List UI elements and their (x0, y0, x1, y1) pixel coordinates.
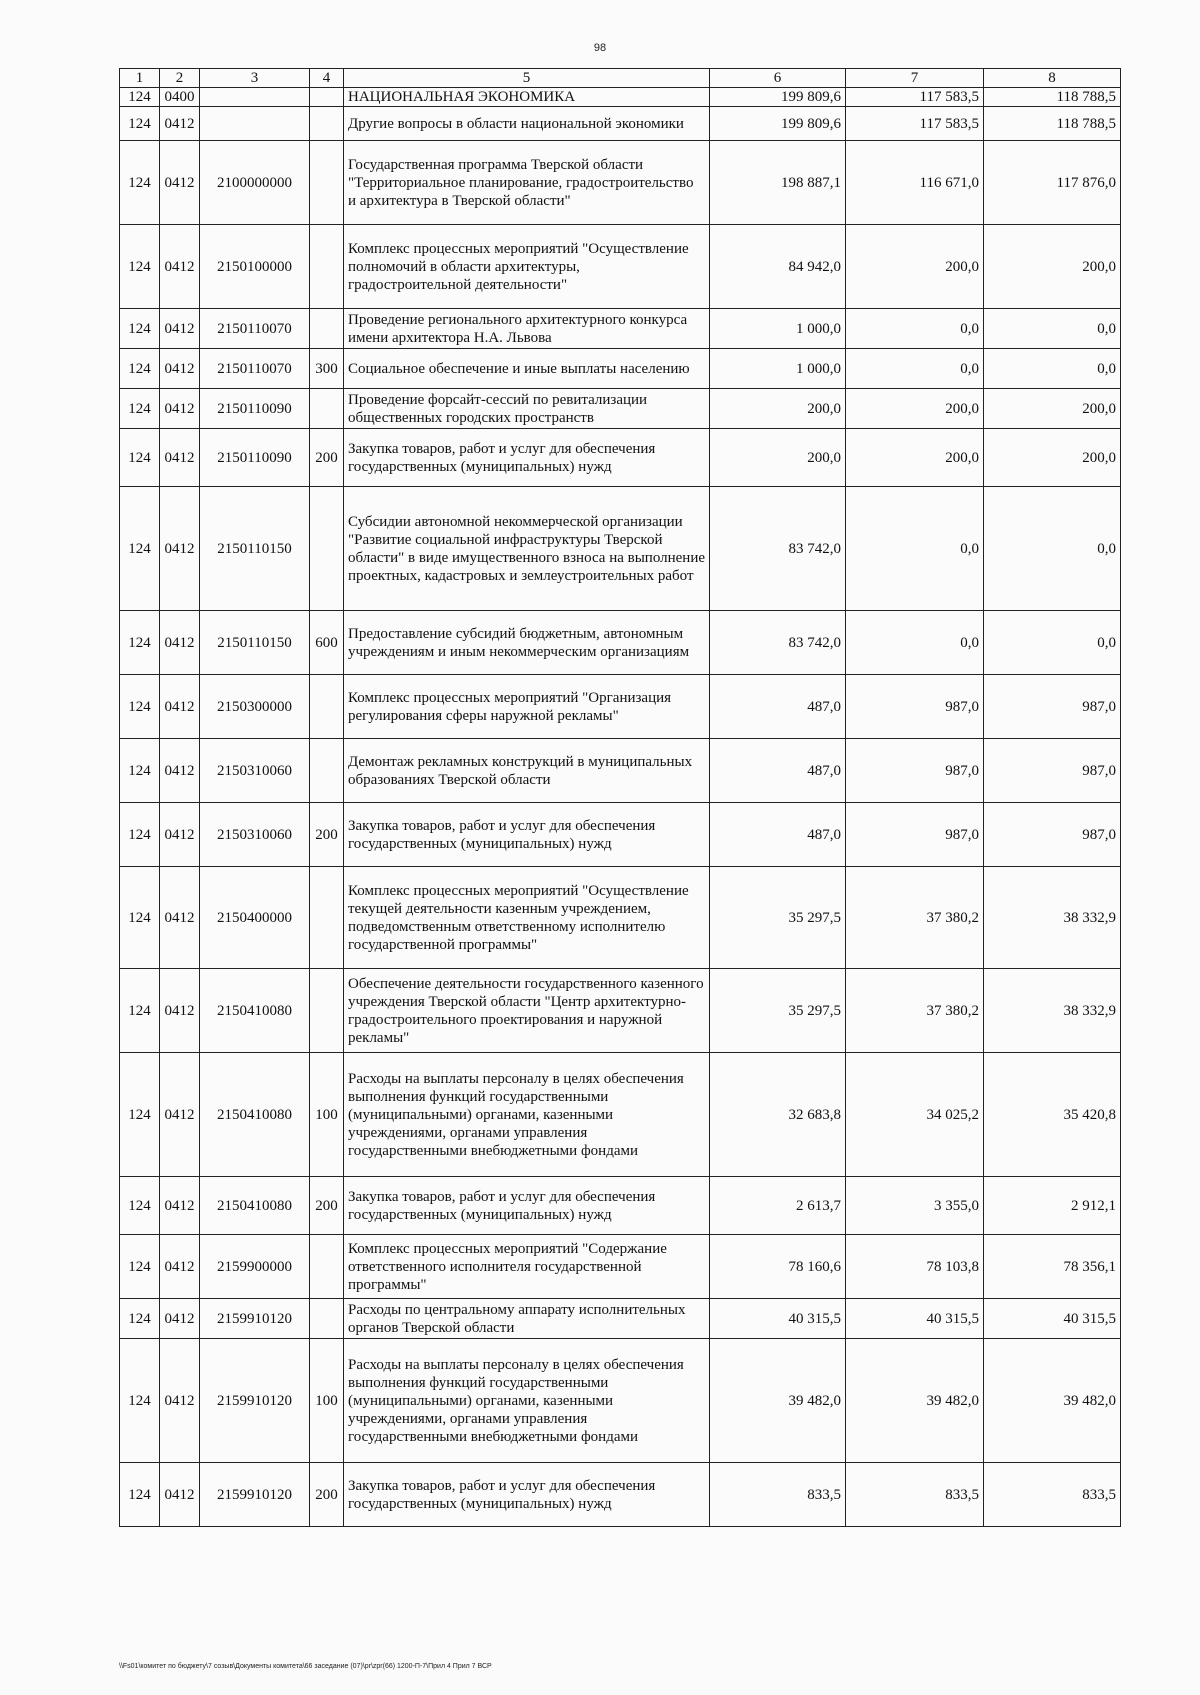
table-row (120, 1235, 1121, 1299)
header-col-4: 4 (310, 69, 344, 88)
section-code-cell: 0412 (160, 1463, 200, 1527)
section-code-cell: 0412 (160, 969, 200, 1053)
amount-col-8-cell: 118 788,5 (984, 107, 1121, 141)
expense-type-cell (310, 1299, 344, 1339)
code-grbs-cell: 124 (120, 1177, 160, 1235)
amount-col-8-cell: 40 315,5 (984, 1299, 1121, 1339)
expense-type-cell (310, 389, 344, 429)
header-row (120, 69, 1121, 88)
table-row (120, 225, 1121, 309)
expense-type-cell (310, 1235, 344, 1299)
target-article-cell: 2150110150 (200, 487, 310, 611)
item-name-cell: Закупка товаров, работ и услуг для обеспечения государственных (муниципальных) нужд (344, 429, 710, 487)
amount-col-6-cell: 39 482,0 (710, 1339, 846, 1463)
amount-col-6-cell: 198 887,1 (710, 141, 846, 225)
section-code-cell: 0412 (160, 1177, 200, 1235)
budget-table (119, 68, 1121, 1527)
target-article-cell: 2150310060 (200, 803, 310, 867)
table-row (120, 487, 1121, 611)
target-article-cell: 2150410080 (200, 1053, 310, 1177)
section-code-cell: 0412 (160, 739, 200, 803)
amount-col-8-cell: 987,0 (984, 675, 1121, 739)
amount-col-7-cell: 0,0 (846, 309, 984, 349)
code-grbs-cell: 124 (120, 1235, 160, 1299)
header-col-1: 1 (120, 69, 160, 88)
amount-col-7-cell: 3 355,0 (846, 1177, 984, 1235)
amount-col-8-cell: 38 332,9 (984, 969, 1121, 1053)
section-code-cell: 0412 (160, 803, 200, 867)
item-name-cell: НАЦИОНАЛЬНАЯ ЭКОНОМИКА (344, 88, 710, 107)
expense-type-cell (310, 107, 344, 141)
table-row (120, 1299, 1121, 1339)
code-grbs-cell: 124 (120, 309, 160, 349)
amount-col-8-cell: 0,0 (984, 309, 1121, 349)
code-grbs-cell: 124 (120, 141, 160, 225)
amount-col-8-cell: 200,0 (984, 429, 1121, 487)
amount-col-6-cell: 200,0 (710, 429, 846, 487)
expense-type-cell (310, 867, 344, 969)
section-code-cell: 0412 (160, 1235, 200, 1299)
footer-file-path: \\Fs01\комитет по бюджету\7 созыв\Документы комитета\66 заседание (07)\pr\zpr(66) 1200-П-7\Прил 4 Прил 7 ВСР (119, 1663, 492, 1670)
amount-col-8-cell: 833,5 (984, 1463, 1121, 1527)
expense-type-cell: 200 (310, 429, 344, 487)
item-name-cell: Другие вопросы в области национальной экономики (344, 107, 710, 141)
target-article-cell: 2159900000 (200, 1235, 310, 1299)
amount-col-7-cell: 0,0 (846, 349, 984, 389)
code-grbs-cell: 124 (120, 803, 160, 867)
amount-col-6-cell: 35 297,5 (710, 969, 846, 1053)
amount-col-6-cell: 83 742,0 (710, 487, 846, 611)
amount-col-8-cell: 78 356,1 (984, 1235, 1121, 1299)
target-article-cell: 2100000000 (200, 141, 310, 225)
amount-col-8-cell: 118 788,5 (984, 88, 1121, 107)
header-col-2: 2 (160, 69, 200, 88)
item-name-cell: Предоставление субсидий бюджетным, автономным учреждениям и иным некоммерческим организациям (344, 611, 710, 675)
header-col-5: 5 (344, 69, 710, 88)
target-article-cell (200, 107, 310, 141)
amount-col-7-cell: 0,0 (846, 611, 984, 675)
amount-col-6-cell: 84 942,0 (710, 225, 846, 309)
expense-type-cell (310, 88, 344, 107)
amount-col-6-cell: 833,5 (710, 1463, 846, 1527)
target-article-cell: 2159910120 (200, 1463, 310, 1527)
target-article-cell: 2150110090 (200, 429, 310, 487)
amount-col-6-cell: 83 742,0 (710, 611, 846, 675)
amount-col-6-cell: 2 613,7 (710, 1177, 846, 1235)
section-code-cell: 0412 (160, 389, 200, 429)
code-grbs-cell: 124 (120, 429, 160, 487)
item-name-cell: Расходы на выплаты персоналу в целях обеспечения выполнения функций государственными (муниципальными) органами, казенными учреждениями, органами управления государственными внебюджетными фондами (344, 1339, 710, 1463)
section-code-cell: 0412 (160, 1053, 200, 1177)
expense-type-cell (310, 739, 344, 803)
amount-col-7-cell: 40 315,5 (846, 1299, 984, 1339)
section-code-cell: 0412 (160, 309, 200, 349)
table-row (120, 1053, 1121, 1177)
table-row (120, 107, 1121, 141)
item-name-cell: Закупка товаров, работ и услуг для обеспечения государственных (муниципальных) нужд (344, 803, 710, 867)
table-row (120, 675, 1121, 739)
table-row (120, 349, 1121, 389)
table-row (120, 1463, 1121, 1527)
amount-col-8-cell: 0,0 (984, 611, 1121, 675)
amount-col-8-cell: 39 482,0 (984, 1339, 1121, 1463)
code-grbs-cell: 124 (120, 969, 160, 1053)
section-code-cell: 0400 (160, 88, 200, 107)
target-article-cell: 2150100000 (200, 225, 310, 309)
amount-col-6-cell: 1 000,0 (710, 349, 846, 389)
amount-col-7-cell: 34 025,2 (846, 1053, 984, 1177)
section-code-cell: 0412 (160, 429, 200, 487)
code-grbs-cell: 124 (120, 1339, 160, 1463)
amount-col-7-cell: 78 103,8 (846, 1235, 984, 1299)
expense-type-cell (310, 969, 344, 1053)
code-grbs-cell: 124 (120, 225, 160, 309)
amount-col-7-cell: 37 380,2 (846, 867, 984, 969)
item-name-cell: Комплекс процессных мероприятий "Осуществление полномочий в области архитектуры, градостроительной деятельности" (344, 225, 710, 309)
table-row (120, 1339, 1121, 1463)
target-article-cell: 2150110150 (200, 611, 310, 675)
table-row (120, 803, 1121, 867)
code-grbs-cell: 124 (120, 867, 160, 969)
amount-col-7-cell: 39 482,0 (846, 1339, 984, 1463)
item-name-cell: Социальное обеспечение и иные выплаты населению (344, 349, 710, 389)
item-name-cell: Комплекс процессных мероприятий "Осуществление текущей деятельности казенным учреждением, подведомственным ответственному исполнителю государственной программы" (344, 867, 710, 969)
expense-type-cell: 300 (310, 349, 344, 389)
section-code-cell: 0412 (160, 1339, 200, 1463)
item-name-cell: Комплекс процессных мероприятий "Организация регулирования сферы наружной рекламы" (344, 675, 710, 739)
amount-col-6-cell: 78 160,6 (710, 1235, 846, 1299)
section-code-cell: 0412 (160, 107, 200, 141)
table-row (120, 88, 1121, 107)
target-article-cell: 2150410080 (200, 969, 310, 1053)
table-row (120, 309, 1121, 349)
amount-col-7-cell: 833,5 (846, 1463, 984, 1527)
expense-type-cell (310, 309, 344, 349)
page-number: 98 (593, 42, 607, 54)
amount-col-6-cell: 199 809,6 (710, 107, 846, 141)
item-name-cell: Комплекс процессных мероприятий "Содержание ответственного исполнителя государственной программы" (344, 1235, 710, 1299)
item-name-cell: Проведение регионального архитектурного конкурса имени архитектора Н.А. Львова (344, 309, 710, 349)
expense-type-cell (310, 141, 344, 225)
target-article-cell (200, 88, 310, 107)
table-row (120, 1177, 1121, 1235)
code-grbs-cell: 124 (120, 389, 160, 429)
section-code-cell: 0412 (160, 487, 200, 611)
target-article-cell: 2159910120 (200, 1299, 310, 1339)
code-grbs-cell: 124 (120, 675, 160, 739)
amount-col-7-cell: 987,0 (846, 675, 984, 739)
amount-col-7-cell: 987,0 (846, 739, 984, 803)
target-article-cell: 2150110090 (200, 389, 310, 429)
target-article-cell: 2150400000 (200, 867, 310, 969)
amount-col-7-cell: 117 583,5 (846, 107, 984, 141)
code-grbs-cell: 124 (120, 107, 160, 141)
code-grbs-cell: 124 (120, 487, 160, 611)
amount-col-7-cell: 37 380,2 (846, 969, 984, 1053)
section-code-cell: 0412 (160, 225, 200, 309)
amount-col-6-cell: 32 683,8 (710, 1053, 846, 1177)
item-name-cell: Государственная программа Тверской области "Территориальное планирование, градостроительство и архитектура в Тверской области" (344, 141, 710, 225)
section-code-cell: 0412 (160, 349, 200, 389)
expense-type-cell: 200 (310, 1463, 344, 1527)
amount-col-6-cell: 40 315,5 (710, 1299, 846, 1339)
amount-col-7-cell: 200,0 (846, 429, 984, 487)
amount-col-8-cell: 200,0 (984, 225, 1121, 309)
table-row (120, 429, 1121, 487)
target-article-cell: 2150110070 (200, 309, 310, 349)
target-article-cell: 2150110070 (200, 349, 310, 389)
table-row (120, 611, 1121, 675)
section-code-cell: 0412 (160, 867, 200, 969)
target-article-cell: 2159910120 (200, 1339, 310, 1463)
table-row (120, 141, 1121, 225)
amount-col-7-cell: 200,0 (846, 389, 984, 429)
expense-type-cell: 200 (310, 803, 344, 867)
amount-col-7-cell: 987,0 (846, 803, 984, 867)
code-grbs-cell: 124 (120, 349, 160, 389)
header-col-3: 3 (200, 69, 310, 88)
amount-col-8-cell: 38 332,9 (984, 867, 1121, 969)
header-col-6: 6 (710, 69, 846, 88)
code-grbs-cell: 124 (120, 1299, 160, 1339)
amount-col-8-cell: 200,0 (984, 389, 1121, 429)
target-article-cell: 2150310060 (200, 739, 310, 803)
code-grbs-cell: 124 (120, 1463, 160, 1527)
amount-col-6-cell: 199 809,6 (710, 88, 846, 107)
code-grbs-cell: 124 (120, 1053, 160, 1177)
table-row (120, 389, 1121, 429)
expense-type-cell: 100 (310, 1053, 344, 1177)
expense-type-cell: 600 (310, 611, 344, 675)
code-grbs-cell: 124 (120, 739, 160, 803)
amount-col-8-cell: 117 876,0 (984, 141, 1121, 225)
item-name-cell: Закупка товаров, работ и услуг для обеспечения государственных (муниципальных) нужд (344, 1463, 710, 1527)
item-name-cell: Расходы по центральному аппарату исполнительных органов Тверской области (344, 1299, 710, 1339)
amount-col-6-cell: 35 297,5 (710, 867, 846, 969)
amount-col-8-cell: 35 420,8 (984, 1053, 1121, 1177)
header-col-8: 8 (984, 69, 1121, 88)
amount-col-6-cell: 487,0 (710, 675, 846, 739)
section-code-cell: 0412 (160, 675, 200, 739)
item-name-cell: Расходы на выплаты персоналу в целях обеспечения выполнения функций государственными (муниципальными) органами, казенными учреждениями, органами управления государственными внебюджетными фондами (344, 1053, 710, 1177)
section-code-cell: 0412 (160, 141, 200, 225)
section-code-cell: 0412 (160, 611, 200, 675)
item-name-cell: Обеспечение деятельности государственного казенного учреждения Тверской области "Центр архитектурно-градостроительного проектирования и наружной рекламы" (344, 969, 710, 1053)
table-row (120, 867, 1121, 969)
expense-type-cell (310, 675, 344, 739)
target-article-cell: 2150410080 (200, 1177, 310, 1235)
amount-col-6-cell: 487,0 (710, 803, 846, 867)
amount-col-7-cell: 117 583,5 (846, 88, 984, 107)
amount-col-7-cell: 116 671,0 (846, 141, 984, 225)
item-name-cell: Проведение форсайт-сессий по ревитализации общественных городских пространств (344, 389, 710, 429)
amount-col-7-cell: 0,0 (846, 487, 984, 611)
header-col-7: 7 (846, 69, 984, 88)
item-name-cell: Закупка товаров, работ и услуг для обеспечения государственных (муниципальных) нужд (344, 1177, 710, 1235)
amount-col-6-cell: 487,0 (710, 739, 846, 803)
item-name-cell: Демонтаж рекламных конструкций в муниципальных образованиях Тверской области (344, 739, 710, 803)
amount-col-8-cell: 0,0 (984, 487, 1121, 611)
amount-col-8-cell: 987,0 (984, 739, 1121, 803)
amount-col-6-cell: 1 000,0 (710, 309, 846, 349)
amount-col-8-cell: 0,0 (984, 349, 1121, 389)
item-name-cell: Субсидии автономной некоммерческой организации "Развитие социальной инфраструктуры Тверской области" в виде имущественного взноса на выполнение проектных, кадастровых и землеустроительных работ (344, 487, 710, 611)
code-grbs-cell: 124 (120, 88, 160, 107)
table-row (120, 969, 1121, 1053)
amount-col-8-cell: 2 912,1 (984, 1177, 1121, 1235)
expense-type-cell (310, 487, 344, 611)
expense-type-cell (310, 225, 344, 309)
amount-col-6-cell: 200,0 (710, 389, 846, 429)
amount-col-8-cell: 987,0 (984, 803, 1121, 867)
table-row (120, 739, 1121, 803)
section-code-cell: 0412 (160, 1299, 200, 1339)
amount-col-7-cell: 200,0 (846, 225, 984, 309)
expense-type-cell: 200 (310, 1177, 344, 1235)
expense-type-cell: 100 (310, 1339, 344, 1463)
target-article-cell: 2150300000 (200, 675, 310, 739)
code-grbs-cell: 124 (120, 611, 160, 675)
